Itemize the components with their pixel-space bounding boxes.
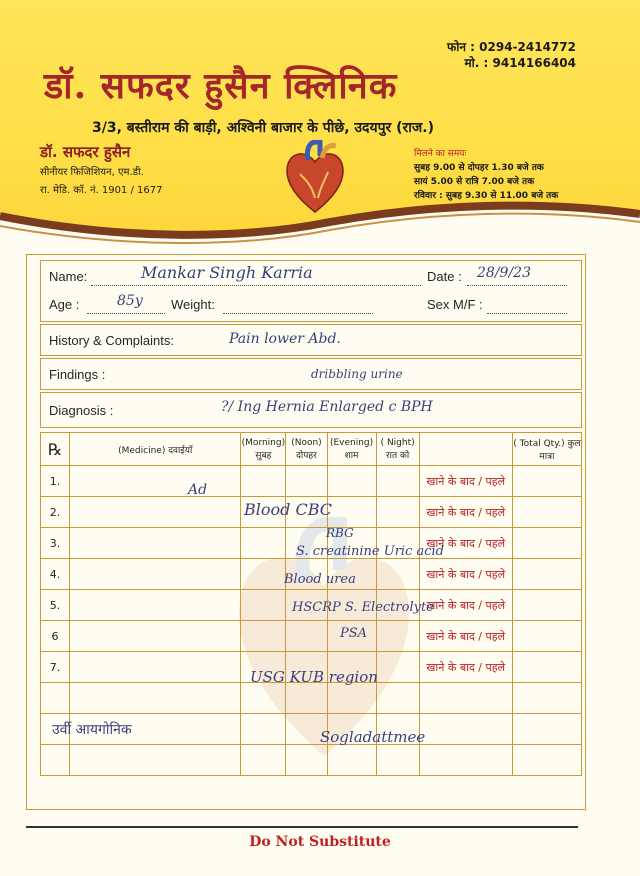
- doctor-name: डॉ. सफदर हुसैन: [40, 143, 131, 161]
- clinic-address: 3/3, बस्तीराम की बाड़ी, अश्विनी बाजार के पीछे, उदयपुर (राज.): [92, 120, 435, 136]
- row-number: 7.: [41, 652, 70, 683]
- patient-details-box: [40, 260, 582, 322]
- row-number: 2.: [41, 497, 70, 528]
- date-label: Date :: [427, 269, 462, 284]
- khane-text: खाने के बाद / पहले: [419, 497, 512, 528]
- khane-text: खाने के बाद / पहले: [419, 466, 512, 497]
- table-row: [41, 745, 582, 776]
- khane-text: खाने के बाद / पहले: [419, 559, 512, 590]
- khane-text: खाने के बाद / पहले: [419, 652, 512, 683]
- rx-line-7: USG KUB region: [250, 668, 378, 686]
- col-instruction: [419, 433, 512, 466]
- history-box: [40, 324, 582, 356]
- khane-text: खाने के बाद / पहले: [419, 621, 512, 652]
- clinic-name: डॉ. सफदर हुसैन क्लिनिक: [44, 65, 398, 107]
- date-field-line[interactable]: [467, 285, 567, 286]
- diagnosis-value: ?/ Ing Hernia Enlarged c BPH: [221, 399, 433, 415]
- mobile-number: मो. : 9414166404: [464, 56, 576, 70]
- rx-line-1: Blood CBC: [244, 500, 333, 519]
- rx-line-4: Blood urea: [284, 572, 356, 587]
- col-evening: (Evening) शाम: [327, 433, 376, 466]
- findings-box: [40, 358, 582, 390]
- col-morning: (Morning) सुबह: [241, 433, 286, 466]
- timing-sunday: रविवार : सुबह 9.30 से 11.00 बजे तक: [414, 191, 559, 201]
- col-medicine: (Medicine) दवाईयाँ: [70, 433, 241, 466]
- diagnosis-box: [40, 392, 582, 428]
- weight-field-line[interactable]: [223, 313, 373, 314]
- findings-label: Findings :: [49, 367, 106, 382]
- sex-field-line[interactable]: [487, 313, 567, 314]
- name-field-line[interactable]: [91, 285, 421, 286]
- row-number: 5.: [41, 590, 70, 621]
- rx-symbol: ℞: [41, 433, 70, 466]
- ad-note: Ad: [188, 482, 208, 498]
- doctor-signature: Sogladattmee: [320, 728, 426, 746]
- footer-divider: [26, 826, 578, 828]
- patient-name-value: Mankar Singh Karria: [141, 263, 313, 282]
- phone-number: फोन : 0294-2414772: [446, 40, 576, 54]
- history-label: History & Complaints:: [49, 333, 174, 348]
- date-value: 28/9/23: [477, 265, 531, 281]
- rx-line-2: RBG: [326, 526, 354, 540]
- row-number: 6: [41, 621, 70, 652]
- col-total: ( Total Qty.) कुल मात्रा: [512, 433, 581, 466]
- timing-evening: सायं 5.00 से रात्रि 7.00 बजे तक: [414, 177, 535, 187]
- age-label: Age :: [49, 297, 80, 312]
- age-field-line[interactable]: [87, 313, 165, 314]
- khane-text: खाने के बाद / पहले: [419, 590, 512, 621]
- doctor-registration: रा. मेडि. कॉ. नं. 1901 / 1677: [40, 185, 163, 196]
- khane-text: खाने के बाद / पहले: [419, 528, 512, 559]
- table-row: [41, 683, 582, 714]
- row-number: 4.: [41, 559, 70, 590]
- table-header-row: [41, 433, 582, 466]
- age-value: 85y: [117, 293, 143, 309]
- row-number: 1.: [41, 466, 70, 497]
- sex-label: Sex M/F :: [427, 297, 483, 312]
- weight-label: Weight:: [171, 297, 215, 312]
- table-row: [41, 621, 582, 652]
- doctor-title: सीनीयर फिजिशियन, एम.डी.: [40, 167, 144, 178]
- do-not-substitute: Do Not Substitute: [249, 834, 391, 850]
- findings-value: dribbling urine: [311, 367, 403, 381]
- row-number: 3.: [41, 528, 70, 559]
- diagnosis-label: Diagnosis :: [49, 403, 114, 418]
- col-noon: (Noon) दोपहर: [286, 433, 327, 466]
- hindi-note: उर्वी आयगोनिक: [52, 722, 132, 738]
- rx-line-6: PSA: [340, 626, 368, 641]
- header-wave: [0, 196, 640, 256]
- history-value: Pain lower Abd.: [229, 331, 341, 347]
- name-label: Name:: [49, 269, 88, 284]
- col-night: ( Night) रात को: [376, 433, 419, 466]
- table-row: [41, 466, 582, 497]
- rx-line-3: S. creatinine Uric acid: [296, 544, 445, 559]
- rx-line-5: HSCRP S. Electrolyte: [292, 600, 434, 615]
- timing-title: मिलने का समयः: [414, 149, 467, 159]
- timing-morning: सुबह 9.00 से दोपहर 1.30 बजे तक: [414, 163, 544, 173]
